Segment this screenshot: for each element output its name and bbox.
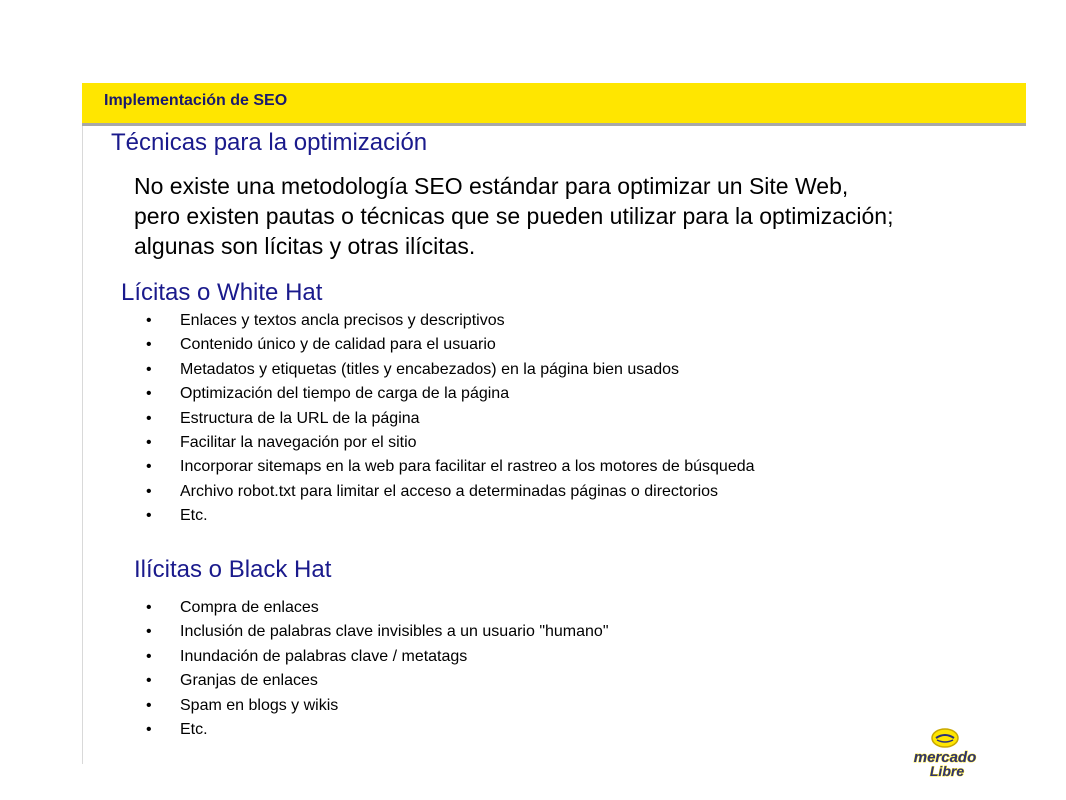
list-item: • Etc. [146, 718, 609, 742]
list-item: • Inclusión de palabras clave invisibles a un usuario "humano" [146, 620, 609, 644]
mercadolibre-logo [906, 724, 984, 778]
list-item: • Granjas de enlaces [146, 669, 609, 693]
list-item: • Archivo robot.txt para limitar el acceso a determinadas páginas o directorios [146, 480, 755, 504]
list-item: • Etc. [146, 504, 755, 528]
left-divider [82, 126, 83, 764]
white-hat-title: Lícitas o White Hat [121, 279, 323, 306]
section-title: Técnicas para la optimización [111, 129, 428, 156]
list-item: • Metadatos y etiquetas (titles y encabezados) en la página bien usados [146, 358, 755, 382]
list-item: • Compra de enlaces [146, 596, 609, 620]
list-item: • Incorporar sitemaps en la web para facilitar el rastreo a los motores de búsqueda [146, 455, 755, 479]
logo-text-line1: mercado [913, 749, 977, 766]
intro-line: No existe una metodología SEO estándar para optimizar un Site Web, [134, 173, 849, 199]
list-item: • Enlaces y textos ancla precisos y descriptivos [146, 309, 755, 333]
header-bar [82, 83, 1026, 126]
white-hat-list [146, 309, 755, 529]
intro-line: algunas son lícitas y otras ilícitas. [134, 233, 476, 259]
list-item: • Inundación de palabras clave / metatags [146, 645, 609, 669]
list-item: • Spam en blogs y wikis [146, 694, 609, 718]
logo-text-line2: Libre [929, 763, 965, 778]
black-hat-list [146, 596, 609, 742]
black-hat-title: Ilícitas o Black Hat [134, 556, 332, 583]
intro-line: pero existen pautas o técnicas que se pueden utilizar para la optimización; [134, 203, 894, 229]
list-item: • Estructura de la URL de la página [146, 407, 755, 431]
intro-paragraph [134, 171, 1034, 261]
list-item: • Optimización del tiempo de carga de la página [146, 382, 755, 406]
logo-handshake-icon [932, 729, 958, 747]
list-item: • Facilitar la navegación por el sitio [146, 431, 755, 455]
header-title: Implementación de SEO [104, 92, 288, 109]
list-item: • Contenido único y de calidad para el usuario [146, 333, 755, 357]
